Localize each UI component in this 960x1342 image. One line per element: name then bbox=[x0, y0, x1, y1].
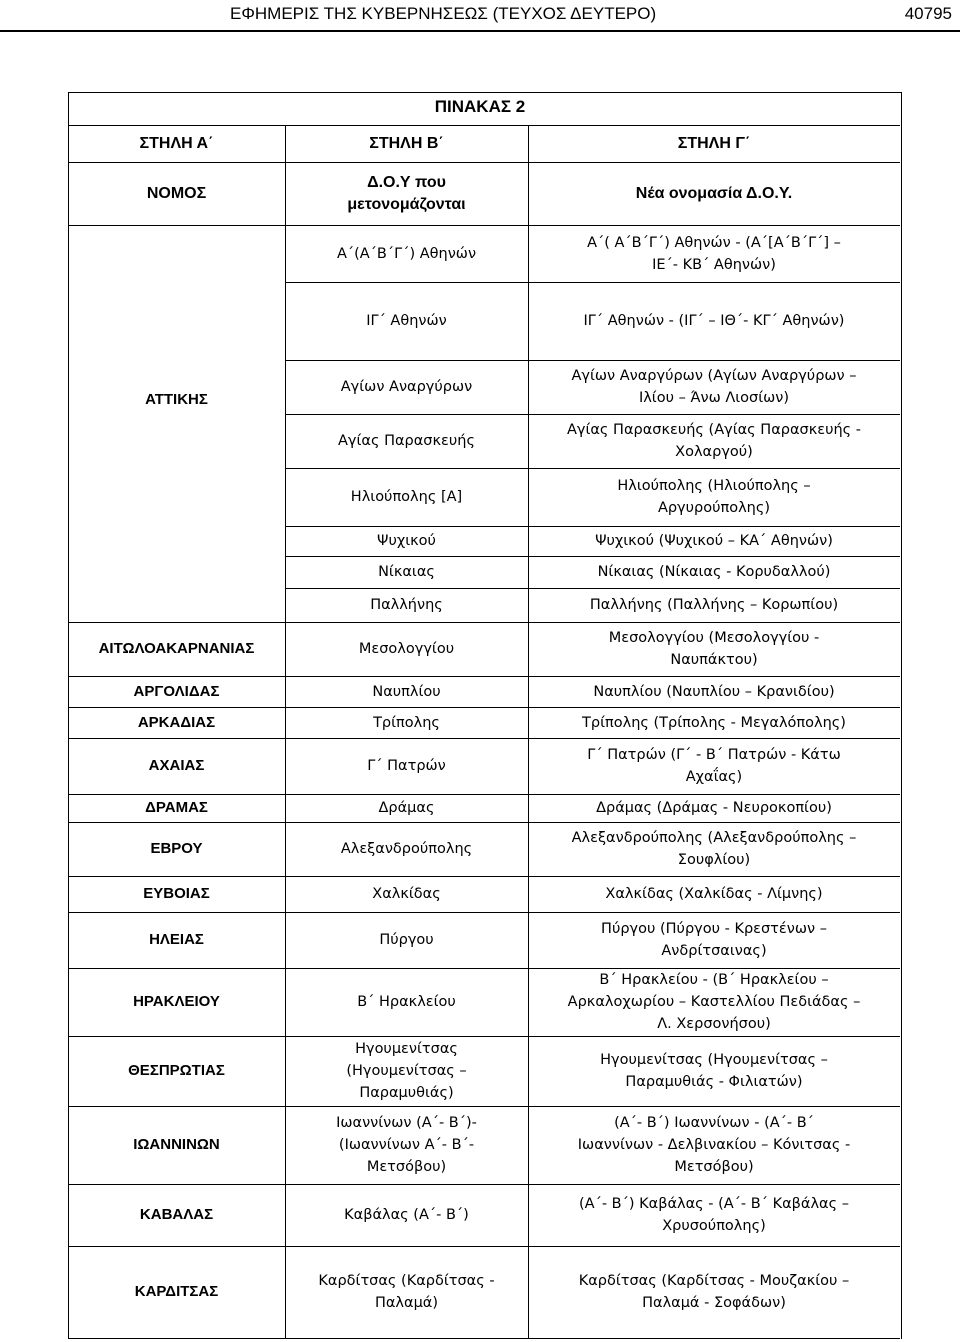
row-old-tax-office bbox=[285, 282, 528, 360]
row-new-tax-office-text: Ψυχικού (Ψυχικού – ΚΑ΄ Αθηνών) bbox=[595, 533, 833, 549]
row-new-tax-office bbox=[528, 707, 900, 738]
row-old-tax-office bbox=[285, 1106, 528, 1184]
row-new-tax-office bbox=[528, 738, 900, 794]
row-new-tax-office-text: Β΄ Ηρακλείου - (Β΄ Ηρακλείου – Αρκαλοχωρίου – Καστελλίου Πεδιάδας – Λ. Χερσονήσου) bbox=[567, 972, 861, 1032]
row-new-tax-office bbox=[528, 1246, 900, 1338]
row-prefecture bbox=[68, 876, 285, 912]
row-old-tax-office-text: Δράμας bbox=[378, 800, 435, 816]
row-new-tax-office bbox=[528, 912, 900, 968]
row-new-tax-office bbox=[528, 414, 900, 468]
row-prefecture-text: ΙΩΑΝΝΙΝΩΝ bbox=[133, 1136, 220, 1153]
row-new-tax-office bbox=[528, 676, 900, 707]
row-new-tax-office-text: (Α΄- Β΄) Ιωαννίνων - (Α΄- Β΄ Ιωαννίνων - Δελβινακίου – Κόνιτσας - Μετσόβου) bbox=[577, 1115, 851, 1175]
row-prefecture-text: ΘΕΣΠΡΩΤΙΑΣ bbox=[128, 1062, 225, 1079]
subheader-new-name-text: Νέα ονομασία Δ.Ο.Υ. bbox=[635, 184, 793, 202]
row-new-tax-office-text: Τρίπολης (Τρίπολης - Μεγαλόπολης) bbox=[582, 714, 846, 731]
column-c-header bbox=[528, 125, 900, 162]
row-new-tax-office-text: Παλλήνης (Παλλήνης – Κορωπίου) bbox=[589, 597, 839, 613]
row-old-tax-office-text: Γ΄ Πατρών bbox=[367, 758, 446, 774]
row-prefecture bbox=[68, 1106, 285, 1184]
row-old-tax-office-text: Μεσολογγίου bbox=[358, 641, 455, 657]
row-old-tax-office bbox=[285, 588, 528, 622]
row-new-tax-office bbox=[528, 526, 900, 556]
row-new-tax-office-text: Ηγουμενίτσας (Ηγουμενίτσας – Παραμυθιάς - Φιλιατών) bbox=[600, 1052, 828, 1090]
row-old-tax-office-text: Ηλιούπολης [Α] bbox=[350, 489, 463, 505]
row-old-tax-office bbox=[285, 225, 528, 282]
rule-bottom bbox=[68, 1338, 900, 1339]
row-new-tax-office-text: Πύργου (Πύργου - Κρεστένων – Ανδρίτσαινας) bbox=[601, 921, 827, 959]
row-old-tax-office bbox=[285, 738, 528, 794]
column-b-header bbox=[285, 125, 528, 162]
subheader-old-tax-office-text: Δ.Ο.Υ που μετονομάζονται bbox=[347, 173, 466, 213]
row-new-tax-office-text: Ηλιούπολης (Ηλιούπολης – Αργυρούπολης) bbox=[617, 478, 811, 516]
row-new-tax-office bbox=[528, 622, 900, 676]
row-old-tax-office bbox=[285, 1184, 528, 1246]
row-old-tax-office bbox=[285, 1036, 528, 1106]
row-prefecture bbox=[68, 1036, 285, 1106]
row-prefecture bbox=[68, 707, 285, 738]
row-old-tax-office-text: Β΄ Ηρακλείου bbox=[357, 994, 456, 1010]
row-old-tax-office bbox=[285, 912, 528, 968]
row-new-tax-office-text: Γ΄ Πατρών (Γ΄ - Β΄ Πατρών - Κάτω Αχαΐας) bbox=[587, 747, 841, 785]
table-title: ΠΙΝΑΚΑΣ 2 bbox=[434, 97, 526, 116]
row-prefecture-text: ΑΧΑΙΑΣ bbox=[148, 757, 205, 774]
row-prefecture-text: ΕΒΡΟΥ bbox=[150, 840, 203, 857]
page-header bbox=[0, 0, 960, 32]
row-old-tax-office bbox=[285, 822, 528, 876]
row-prefecture-text: ΕΥΒΟΙΑΣ bbox=[143, 885, 210, 902]
row-old-tax-office bbox=[285, 876, 528, 912]
row-old-tax-office-text: Ψυχικού bbox=[377, 533, 436, 549]
row-old-tax-office-text: Πύργου bbox=[379, 932, 434, 948]
row-old-tax-office-text: Τρίπολης bbox=[373, 714, 440, 731]
row-old-tax-office bbox=[285, 414, 528, 468]
row-old-tax-office bbox=[285, 622, 528, 676]
journal-title: ΕΦΗΜΕΡΙΣ ΤΗΣ ΚΥΒΕΡΝΗΣΕΩΣ (ΤΕΥΧΟΣ ΔΕΥΤΕΡΟ) bbox=[230, 4, 657, 23]
row-prefecture-text: ΔΡΑΜΑΣ bbox=[145, 799, 208, 816]
row-new-tax-office bbox=[528, 468, 900, 526]
row-old-tax-office-text: Παλλήνης bbox=[370, 597, 443, 613]
row-old-tax-office-text: Καρδίτσας (Καρδίτσας - Παλαμά) bbox=[318, 1273, 495, 1311]
row-new-tax-office-text: Αγίων Αναργύρων (Αγίων Αναργύρων – Ιλίου – Άνω Λιοσίων) bbox=[571, 368, 857, 406]
row-old-tax-office bbox=[285, 676, 528, 707]
row-new-tax-office-text: Καρδίτσας (Καρδίτσας - Μουζακίου – Παλαμά - Σοφάδων) bbox=[578, 1273, 850, 1311]
row-prefecture bbox=[68, 822, 285, 876]
row-old-tax-office-text: Αλεξανδρούπολης bbox=[340, 841, 473, 857]
row-prefecture bbox=[68, 794, 285, 822]
row-prefecture-text: ΚΑΒΑΛΑΣ bbox=[139, 1206, 214, 1223]
row-prefecture-text: ΗΡΑΚΛΕΙΟΥ bbox=[133, 993, 220, 1010]
row-new-tax-office-text: Αλεξανδρούπολης (Αλεξανδρούπολης – Σουφλίου) bbox=[571, 830, 857, 868]
row-old-tax-office-text: Ναυπλίου bbox=[372, 683, 441, 700]
row-new-tax-office bbox=[528, 556, 900, 588]
row-prefecture bbox=[68, 968, 285, 1036]
prefecture-attiki-text: ΑΤΤΙΚΗΣ bbox=[145, 391, 208, 408]
row-old-tax-office bbox=[285, 468, 528, 526]
subheader-new-name bbox=[528, 162, 900, 225]
row-old-tax-office-text: Καβάλας (Α΄- Β΄) bbox=[344, 1207, 469, 1223]
row-new-tax-office bbox=[528, 225, 900, 282]
row-old-tax-office bbox=[285, 526, 528, 556]
row-prefecture bbox=[68, 912, 285, 968]
row-new-tax-office-text: Α΄( Α΄Β΄Γ΄) Αθηνών - (Α΄[Α΄Β΄Γ΄] – ΙΕ΄- ΚΒ΄ Αθηνών) bbox=[587, 234, 841, 273]
row-new-tax-office bbox=[528, 822, 900, 876]
row-new-tax-office-text: Χαλκίδας (Χαλκίδας - Λίμνης) bbox=[605, 886, 823, 902]
row-old-tax-office-text: Αγίων Αναργύρων bbox=[340, 379, 473, 395]
row-new-tax-office-text: ΙΓ΄ Αθηνών - (ΙΓ΄ – ΙΘ΄- ΚΓ΄ Αθηνών) bbox=[583, 313, 845, 329]
row-old-tax-office bbox=[285, 968, 528, 1036]
row-prefecture-text: ΗΛΕΙΑΣ bbox=[149, 931, 204, 948]
page-number: 40795 bbox=[904, 4, 952, 23]
row-old-tax-office-text: Α΄(Α΄Β΄Γ΄) Αθηνών bbox=[336, 245, 477, 262]
column-c-header-text: ΣΤΗΛΗ Γ΄ bbox=[677, 134, 751, 152]
row-new-tax-office-text: (Α΄- Β΄) Καβάλας - (Α΄- Β΄ Καβάλας – Χρυσούπολης) bbox=[579, 1196, 849, 1234]
row-prefecture bbox=[68, 676, 285, 707]
row-new-tax-office bbox=[528, 794, 900, 822]
row-old-tax-office-text: ΙΓ΄ Αθηνών bbox=[366, 313, 447, 329]
row-prefecture-text: ΚΑΡΔΙΤΣΑΣ bbox=[134, 1283, 219, 1300]
row-old-tax-office bbox=[285, 360, 528, 414]
column-a-header bbox=[68, 125, 285, 162]
subheader-nomos-text: ΝΟΜΟΣ bbox=[146, 184, 207, 202]
row-old-tax-office-text: Χαλκίδας bbox=[372, 886, 441, 902]
prefecture-attiki bbox=[68, 368, 285, 432]
row-new-tax-office-text: Ναυπλίου (Ναυπλίου – Κρανιδίου) bbox=[593, 683, 835, 700]
subheader-nomos bbox=[68, 162, 285, 225]
row-old-tax-office bbox=[285, 1246, 528, 1338]
row-prefecture-text: ΑΡΚΑΔΙΑΣ bbox=[137, 713, 216, 731]
row-new-tax-office bbox=[528, 282, 900, 360]
row-old-tax-office-text: Ιωαννίνων (Α΄- Β΄)- (Ιωαννίνων Α΄- Β΄- Μετσόβου) bbox=[336, 1115, 477, 1175]
row-prefecture bbox=[68, 622, 285, 676]
row-old-tax-office bbox=[285, 794, 528, 822]
row-new-tax-office-text: Δράμας (Δράμας - Νευροκοπίου) bbox=[596, 800, 832, 816]
row-new-tax-office bbox=[528, 876, 900, 912]
row-old-tax-office-text: Ηγουμενίτσας (Ηγουμενίτσας – Παραμυθιάς) bbox=[346, 1041, 467, 1101]
row-new-tax-office bbox=[528, 968, 900, 1036]
column-a-header-text: ΣΤΗΛΗ Α΄ bbox=[139, 134, 214, 152]
row-new-tax-office bbox=[528, 360, 900, 414]
row-prefecture bbox=[68, 1184, 285, 1246]
row-old-tax-office-text: Νίκαιας bbox=[378, 564, 435, 580]
subheader-old-tax-office bbox=[285, 162, 528, 225]
row-prefecture-text: ΑΙΤΩΛΟΑΚΑΡΝΑΝΙΑΣ bbox=[98, 640, 255, 657]
row-new-tax-office bbox=[528, 1184, 900, 1246]
row-prefecture bbox=[68, 738, 285, 794]
row-old-tax-office-text: Αγίας Παρασκευής bbox=[338, 433, 475, 449]
row-new-tax-office-text: Μεσολογγίου (Μεσολογγίου - Ναυπάκτου) bbox=[608, 630, 820, 668]
row-new-tax-office bbox=[528, 1106, 900, 1184]
column-b-header-text: ΣΤΗΛΗ Β΄ bbox=[369, 134, 444, 152]
row-new-tax-office bbox=[528, 588, 900, 622]
row-prefecture-text: ΑΡΓΟΛΙΔΑΣ bbox=[133, 682, 220, 700]
row-new-tax-office-text: Νίκαιας (Νίκαιας - Κορυδαλλού) bbox=[597, 564, 831, 580]
row-new-tax-office bbox=[528, 1036, 900, 1106]
row-prefecture bbox=[68, 1246, 285, 1338]
row-old-tax-office bbox=[285, 556, 528, 588]
row-new-tax-office-text: Αγίας Παρασκευής (Αγίας Παρασκευής - Χολαργού) bbox=[566, 422, 862, 460]
row-old-tax-office bbox=[285, 707, 528, 738]
